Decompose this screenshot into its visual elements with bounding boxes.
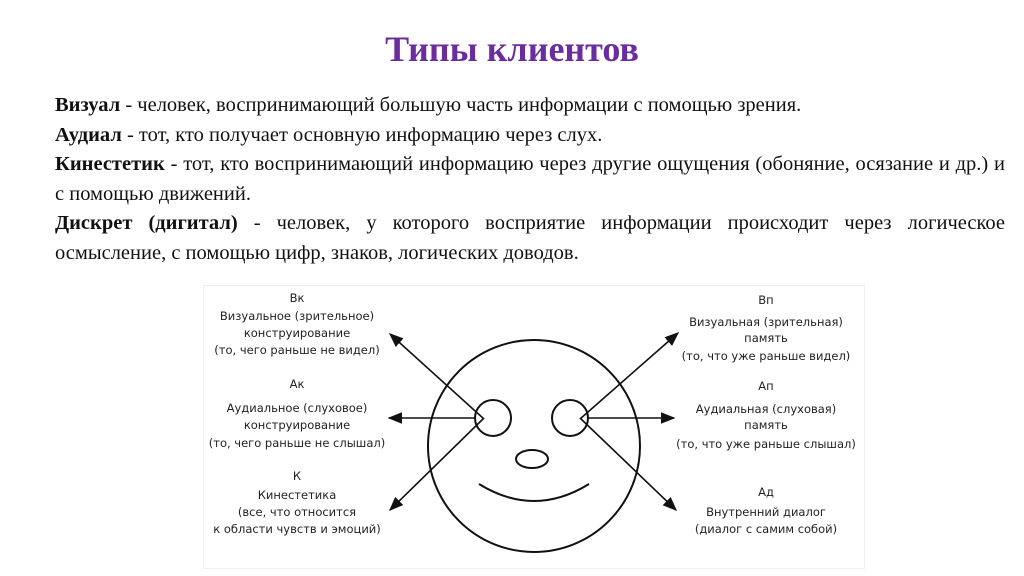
right-eye (552, 400, 588, 436)
label-ap-line2: память (744, 418, 788, 432)
label-ak-line1: Аудиальное (слуховое) (226, 401, 368, 415)
label-ap-line1: Аудиальная (слуховая) (695, 402, 837, 416)
mouth (479, 484, 589, 501)
label-ak-line2: конструирование (243, 418, 351, 432)
term-visual: Визуал (55, 94, 121, 116)
label-k-line3: к области чувств и эмоций) (213, 522, 381, 536)
definitions-list (55, 91, 1005, 268)
label-ap-code: Ап (758, 379, 774, 393)
label-ak-code: Ак (289, 377, 305, 391)
label-ad-code: Ад (758, 485, 774, 499)
label-ap-line3: (то, что уже раньше слышал) (676, 437, 856, 451)
arrow-upper-left (390, 334, 484, 419)
label-k-line2: (все, что относится (237, 505, 357, 519)
label-vk-line1: Визуальное (зрительное) (219, 309, 375, 323)
definition-kinesthetic (55, 150, 1005, 209)
arrow-lower-left (390, 418, 484, 510)
definition-audial (55, 121, 1005, 151)
term-kinesthetic: Кинестетик (55, 153, 165, 175)
term-audial: Аудиал (55, 123, 122, 146)
label-vk-line3: (то, чего раньше не видел) (214, 343, 380, 357)
page-title: Типы клиентов (385, 29, 639, 69)
label-vp-code: Вп (758, 293, 774, 307)
label-ad-line1: Внутренний диалог (706, 505, 826, 519)
left-eye (475, 400, 511, 436)
term-digital: Дискрет (дигитал) (55, 212, 238, 234)
nose (516, 450, 548, 468)
definition-text-visual: - человек, воспринимающий большую часть информации с помощью зрения. (120, 94, 802, 116)
definition-text-audial: - тот, кто получает основную информацию через слух. (121, 123, 603, 146)
label-vk-code: Вк (289, 291, 305, 305)
diagram-canvas (204, 286, 864, 568)
label-k-code: К (292, 469, 302, 483)
definition-visual (55, 91, 1005, 121)
eye-accessing-diagram (203, 285, 865, 569)
label-vp-line2: память (744, 331, 788, 345)
label-vk-line2: конструирование (243, 326, 351, 340)
definition-digital (55, 209, 1005, 268)
label-ak-line3: (то, чего раньше не слышал) (208, 436, 386, 450)
arrow-upper-right (580, 333, 678, 419)
label-vp-line1: Визуальная (зрительная) (689, 315, 843, 329)
label-ad-line2: (диалог с самим собой) (694, 522, 838, 536)
definition-text-kinesthetic: - тот, кто воспринимающий информацию через другие ощущения (обоняние, осязание и др.) и с помощью движений. (55, 153, 1005, 205)
label-k-line1: Кинестетика (257, 488, 337, 502)
definition-text-digital: - человек, у которого восприятие информации происходит через логическое осмысление, с помощью цифр, знаков, логических доводов. (55, 212, 1005, 264)
label-vp-line3: (то, что уже раньше видел) (681, 349, 851, 363)
